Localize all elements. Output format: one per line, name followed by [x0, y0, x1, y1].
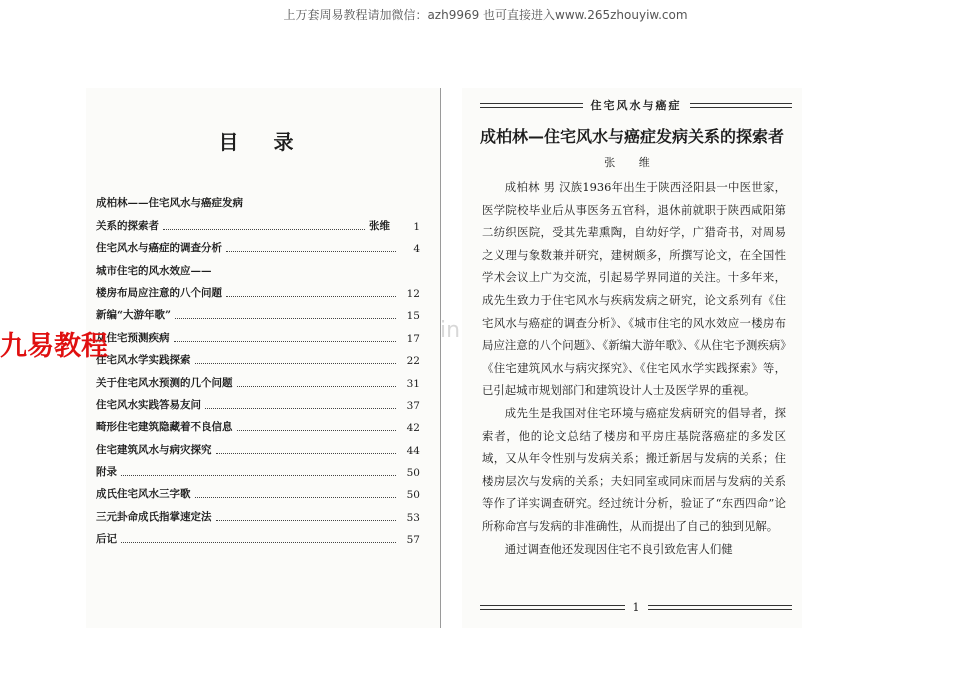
toc-leader-dots	[195, 497, 397, 498]
toc-entry	[96, 322, 420, 344]
toc-leader-dots	[226, 296, 396, 297]
toc-entry	[96, 390, 420, 412]
toc-entry-title: 从住宅预测疾病	[96, 331, 170, 344]
toc-leader-dots	[237, 430, 397, 431]
paragraph: 成先生是我国对住宅环境与癌症发病研究的倡导者，探索者，他的论文总结了楼房和平房庄基院落癌症的多发区域，又从年令性别与发病关系；搬迁新居与发病的关系；住楼房层次与发病的关系；夫妇同室或同床而居与发病的关系等作了详实调查研究。经过统计分析，验证了“东西四命”论所称命宫与发病的非准确性，从而提出了自己的独到见解。	[482, 405, 786, 533]
toc-entry-page: 1	[413, 220, 420, 233]
header-rule-left	[480, 103, 583, 108]
toc-entry-page: 31	[406, 377, 420, 390]
page-number: 1	[632, 601, 640, 614]
toc-leader-dots	[121, 542, 396, 543]
toc-entry	[96, 345, 420, 367]
toc-entry	[96, 188, 420, 210]
page-footer	[480, 601, 792, 614]
toc-entry	[96, 278, 420, 300]
toc-page	[86, 88, 441, 628]
toc-entry	[96, 412, 420, 434]
top-banner: 上万套周易教程请加微信：azh9969 也可直接进入www.265zhouyiw.com	[283, 8, 688, 22]
header-rule-right	[690, 103, 793, 108]
footer-rule-left	[480, 605, 625, 610]
toc-entry-page: 57	[406, 534, 420, 547]
toc-entry	[96, 300, 420, 322]
toc-entry	[96, 210, 420, 232]
toc-entry-title: 住宅风水与癌症的调查分析	[96, 242, 222, 255]
toc-leader-dots	[226, 251, 396, 252]
toc-entry-title: 成柏林——住宅风水与癌症发病	[96, 197, 243, 210]
toc-entry	[96, 457, 420, 479]
toc-entry-page: 50	[406, 489, 420, 502]
toc-leader-dots	[174, 341, 397, 342]
toc-entry-title: 城市住宅的风水效应——	[96, 264, 212, 277]
toc-entry-page: 44	[406, 444, 420, 457]
running-header-text: 住宅风水与癌症	[590, 99, 682, 112]
running-header	[480, 98, 792, 112]
toc-entry	[96, 501, 420, 523]
toc-entry	[96, 233, 420, 255]
article-author: 张 维	[604, 156, 660, 169]
toc-leader-dots	[195, 363, 397, 364]
toc-entry-page: 50	[406, 467, 420, 480]
toc-entry-page: 37	[406, 399, 420, 412]
toc-entry	[96, 524, 420, 546]
toc-entry-title: 三元卦命成氏指掌速定法	[96, 510, 212, 523]
toc-leader-dots	[121, 475, 396, 476]
faint-watermark: in	[440, 318, 461, 343]
footer-rule-right	[648, 605, 793, 610]
toc-entry-title: 楼房布局应注意的八个问题	[96, 286, 222, 299]
toc-entry-author: 张维	[369, 219, 390, 232]
toc-entry-title: 关系的探索者	[96, 219, 159, 232]
toc-entry-page: 4	[413, 243, 420, 256]
toc-entry	[96, 255, 420, 277]
toc-entry-title: 新编“大游年歌”	[96, 309, 172, 322]
toc-entry-page: 42	[406, 422, 420, 435]
toc-title: 目 录	[218, 130, 308, 154]
toc-leader-dots	[163, 229, 365, 230]
toc-entry-title: 关于住宅风水预测的几个问题	[96, 376, 233, 389]
toc-leader-dots	[216, 453, 397, 454]
toc-entry-title: 住宅建筑风水与病灾探究	[96, 443, 212, 456]
toc-entry	[96, 434, 420, 456]
toc-entry-page: 22	[406, 355, 420, 368]
toc-entry-title: 后记	[96, 533, 117, 546]
toc-list	[96, 188, 420, 546]
article-page	[462, 88, 802, 628]
toc-entry	[96, 479, 420, 501]
article-body	[482, 176, 786, 560]
toc-entry-page: 53	[406, 511, 420, 524]
toc-entry-page: 15	[406, 310, 420, 323]
toc-entry-title: 住宅风水实践答易友问	[96, 398, 201, 411]
paragraph: 成柏林 男 汉族1936年出生于陕西泾阳县一中医世家，医学院校毕业后从事医务五官科，退休前就职于陕西咸阳第二纺织医院，受其先辈熏陶，自幼好学，广猎奇书，对周易之义理与象数兼并研究，建树颇多，所撰写论文，在全国性学术会议上广为交流，引起易学界同道的关注。十多年来，成先生致力于住宅风水与疾病发病之研究，论文系列有《住宅风水与癌症的调查分析》、《城市住宅的风水效应一楼房布局应注意的八个问题》、《新编大游年歌》、《从住宅予测疾病》《住宅建筑风水与病灾探究》、《住宅风水学实践探索》等，已引起城市规划部门和建筑设计人士及医学界的重视。	[482, 180, 786, 398]
toc-entry-title: 成氏住宅风水三字歌	[96, 488, 191, 501]
toc-leader-dots	[237, 386, 397, 387]
toc-entry	[96, 367, 420, 389]
toc-entry-title: 住宅风水学实践探索	[96, 354, 191, 367]
toc-leader-dots	[216, 520, 397, 521]
toc-entry-title: 畸形住宅建筑隐藏着不良信息	[96, 421, 233, 434]
toc-entry-page: 17	[406, 332, 420, 345]
paragraph: 通过调查他还发现因住宅不良引致危害人们健	[504, 541, 733, 556]
toc-leader-dots	[175, 318, 396, 319]
toc-entry-title: 附录	[96, 466, 117, 479]
watermark-logo: 九易教程	[0, 331, 108, 362]
toc-entry-page: 12	[406, 287, 420, 300]
article-title: 成柏林—住宅风水与癌症发病关系的探索者	[479, 127, 784, 146]
toc-leader-dots	[205, 408, 396, 409]
